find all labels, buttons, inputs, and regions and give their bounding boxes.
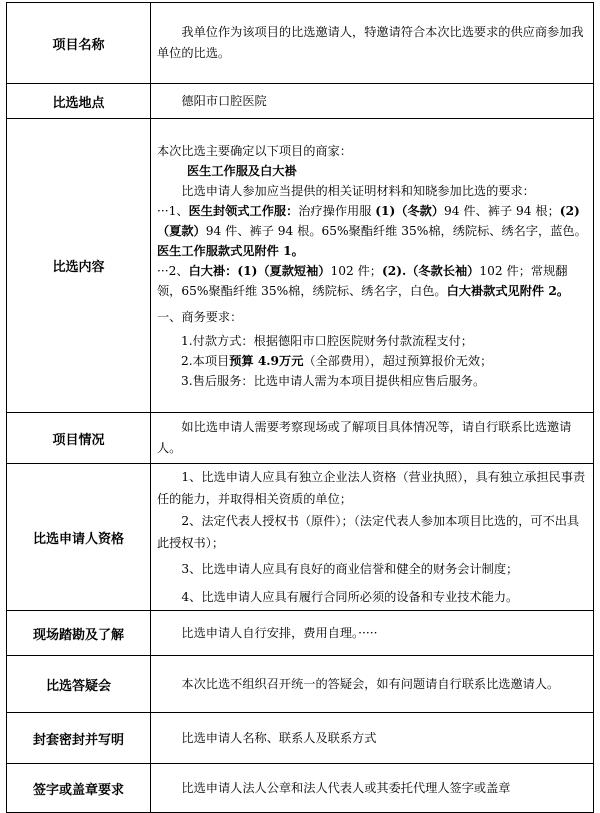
seal-paragraph: 比选申请人名称、联系人及联系方式 (181, 730, 377, 745)
table-row (7, 713, 594, 764)
table-row (7, 84, 594, 119)
row-label-seal: 封套密封并写明 (7, 713, 151, 764)
qa-text (151, 656, 594, 713)
qualification-item-4: 4、比选申请人应具有履行合同所必须的设备和专业技术能力。 (181, 590, 519, 604)
item2-prefix: ···2、 (157, 263, 189, 278)
row-label-project-name: 项目名称 (7, 3, 151, 84)
table-row (7, 656, 594, 713)
location-text (151, 84, 594, 119)
content-item-2 (157, 261, 589, 301)
item1-title: 医生封领式工作服： (188, 203, 299, 218)
project-name-paragraph: 我单位作为该项目的比选邀请人，特邀请符合本次比选要求的供应商参加我单位的比选。 (157, 25, 584, 60)
table-row (7, 413, 594, 464)
row-label-sign: 签字或盖章要求 (7, 764, 151, 813)
table-row (7, 119, 594, 413)
row-label-qa: 比选答疑会 (7, 656, 151, 713)
situation-paragraph: 如比选申请人需要考察现场或了解项目具体情况等，请自行联系比选邀请人。 (157, 420, 572, 455)
item1-attachment: 医生工作服款式见附件 1。 (157, 243, 304, 258)
b2-suffix: （全部费用），超过预算报价无效； (303, 353, 493, 368)
item1-summer: (2)（夏款） (157, 203, 580, 238)
bid-info-table (6, 2, 594, 813)
item2-summer-qty: 102 件； (330, 263, 382, 278)
survey-text (151, 611, 594, 656)
subject-bold: 医生工作服及白大褂 (187, 163, 297, 178)
table-row (7, 464, 594, 611)
row-label-content: 比选内容 (7, 119, 151, 413)
business-heading: 一、商务要求： (157, 309, 243, 324)
item2-detail: 102 件；常规翻领，65%聚酯纤维 35%棉，绣院标、绣名字，白色。 (157, 263, 568, 298)
situation-text (151, 413, 594, 464)
content-item-1 (157, 201, 589, 261)
qualification-item-3: 3、比选申请人应具有良好的商业信誉和健全的财务会计制度； (181, 562, 519, 576)
item2-title: 白大褂：(1)（夏款短袖） (188, 263, 331, 278)
qualification-item-1: 1、比选申请人应具有独立企业法人资格（营业执照），具有独立承担民事责任的能力，并取得相关资质的单位； (157, 470, 586, 506)
content-subject (157, 161, 589, 181)
qualification-cell (151, 464, 594, 611)
document-sheet (6, 2, 594, 813)
item1-winter: (1)（冬款） (375, 203, 445, 218)
item1-winter-qty: 94 件、裤子 94 根； (444, 203, 560, 218)
row-label-qualification: 比选申请人资格 (7, 464, 151, 611)
qualification-item-2: 2、法定代表人授权书（原件）；（法定代表人参加本项目比选的，可不出具此授权书）； (157, 514, 580, 550)
row-label-survey: 现场踏勘及了解 (7, 611, 151, 656)
sign-paragraph: 比选申请人法人公章和法人代表人或其委托代理人签字或盖章 (181, 780, 511, 795)
business-item-2 (157, 351, 589, 371)
item1-summer-qty: 94 件、裤子 94 根。65%聚酯纤维 35%棉，绣院标、绣名字，蓝色。 (205, 223, 587, 238)
content-cell (151, 119, 594, 413)
item1-use: 治疗操作用服 (298, 203, 376, 218)
business-item-1: 1.付款方式：根据德阳市口腔医院财务付款流程支付； (181, 333, 473, 348)
table-row (7, 3, 594, 84)
item2-winter: (2).（冬款长袖） (381, 263, 480, 278)
table-row (7, 611, 594, 656)
sign-text (151, 764, 594, 813)
content-requirement: 比选申请人参加应当提供的相关证明材料和知晓参加比选的要求： (181, 183, 535, 198)
item2-attachment: 白大褂款式见附件 2。 (446, 283, 570, 298)
content-intro: 本次比选主要确定以下项目的商家： (157, 143, 352, 158)
qa-paragraph: 本次比选不组织召开统一的答疑会，如有问题请自行联系比选邀请人。 (181, 676, 560, 691)
b2-prefix: 2.本项目 (181, 353, 230, 368)
table-row (7, 764, 594, 813)
item1-prefix: ···1、 (157, 203, 189, 218)
location-paragraph: 德阳市口腔医院 (181, 93, 267, 108)
row-label-location: 比选地点 (7, 84, 151, 119)
row-label-situation: 项目情况 (7, 413, 151, 464)
budget-amount: 预算 4.9万元 (229, 353, 304, 368)
project-name-text (151, 3, 594, 84)
seal-text (151, 713, 594, 764)
survey-paragraph: 比选申请人自行安排，费用自理。····· (181, 625, 378, 640)
business-item-3: 3.售后服务：比选申请人需为本项目提供相应售后服务。 (181, 373, 486, 388)
